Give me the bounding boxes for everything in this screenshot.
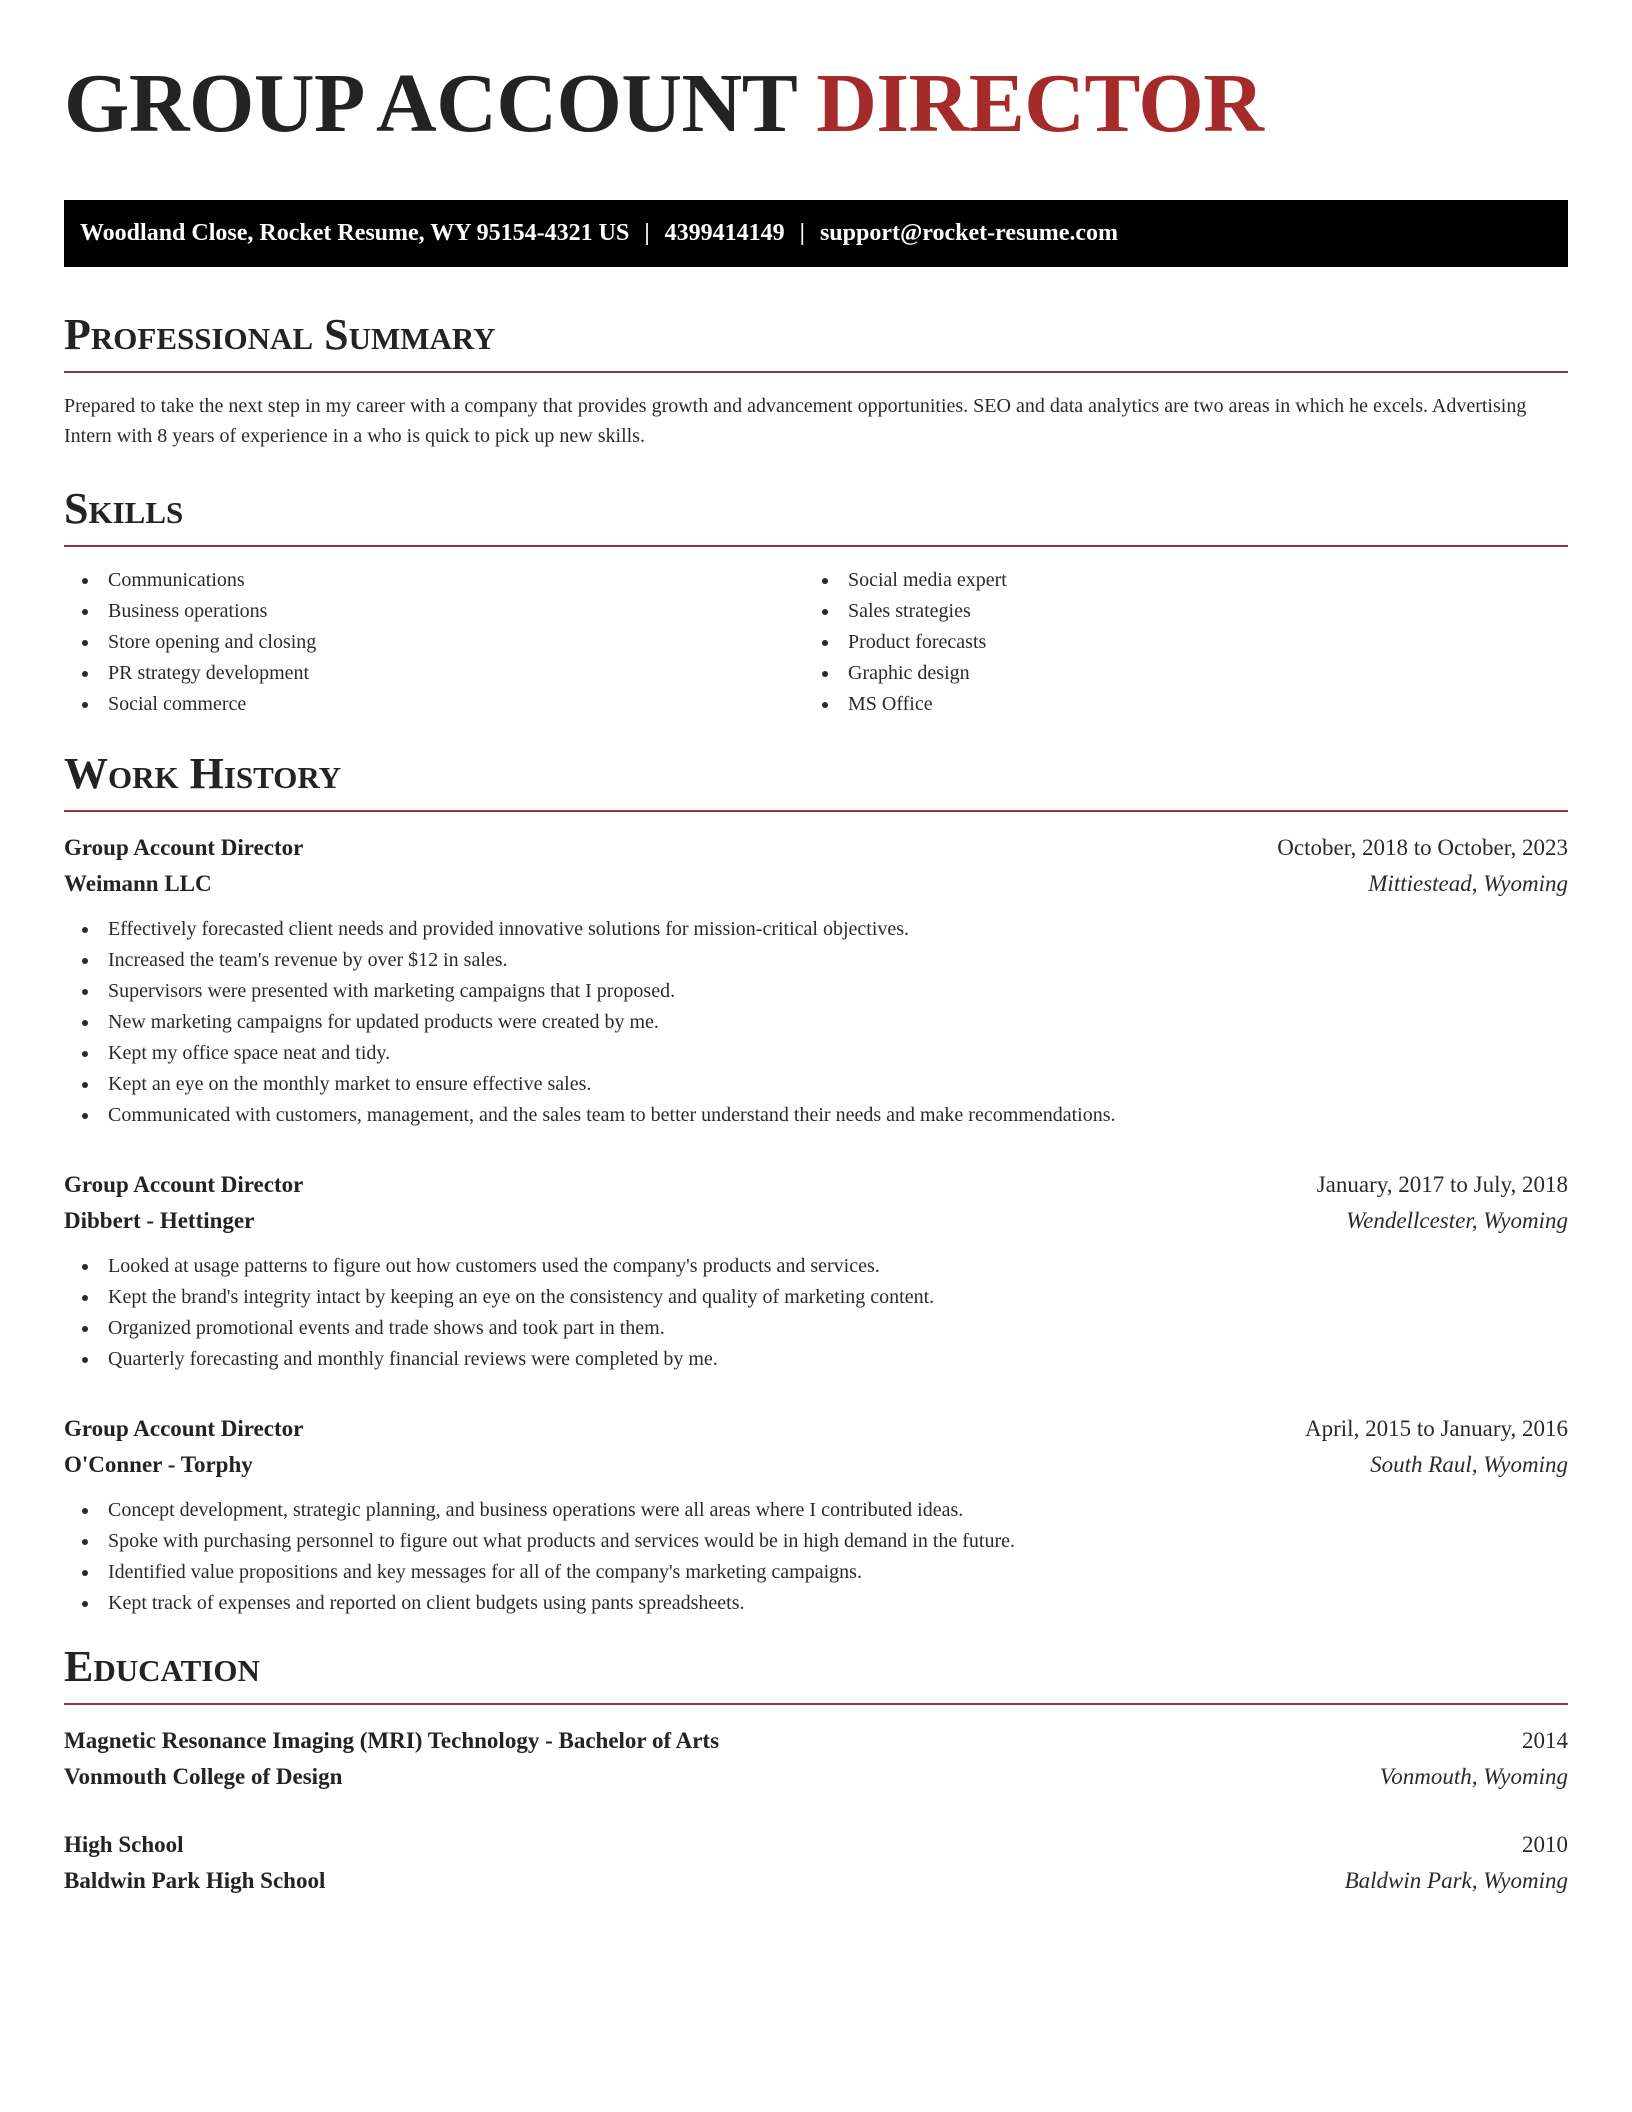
job-duties [64, 914, 1568, 1131]
job-company: O'Conner - Torphy [64, 1452, 253, 1477]
graduation-year: 2010 [1522, 1832, 1568, 1857]
school-location: Vonmouth, Wyoming [1379, 1764, 1568, 1789]
job-duties [64, 1495, 1568, 1619]
duty-item: Effectively forecasted client needs and provided innovative solutions for mission-critical objectives. [64, 914, 1568, 945]
school-name: Baldwin Park High School [64, 1868, 326, 1893]
job-dates: January, 2017 to July, 2018 [1316, 1172, 1568, 1197]
summary-text: Prepared to take the next step in my career with a company that provides growth and advancement opportunities. SEO and data analytics are two areas in which he excels. Advertising Intern with 8 years of experience in a who is quick to pick up new skills. [64, 395, 1527, 447]
duty-item: Spoke with purchasing personnel to figure out what products and services would be in high demand in the future. [64, 1526, 1568, 1557]
work-history-section [64, 749, 1568, 1619]
job-title-row [64, 1411, 1568, 1447]
education-section [64, 1642, 1568, 1899]
education-entry [64, 1827, 1568, 1899]
school-name: Vonmouth College of Design [64, 1764, 343, 1789]
degree-name: Magnetic Resonance Imaging (MRI) Technology - Bachelor of Arts [64, 1728, 720, 1753]
duty-item: New marketing campaigns for updated products were created by me. [64, 1007, 1568, 1038]
duty-item: Identified value propositions and key messages for all of the company's marketing campaigns. [64, 1557, 1568, 1588]
skill-item: Business operations [64, 596, 804, 627]
duty-item: Looked at usage patterns to figure out how customers used the company's products and services. [64, 1251, 1568, 1282]
duty-item: Kept the brand's integrity intact by keeping an eye on the consistency and quality of marketing content. [64, 1282, 1568, 1313]
title-accent: DIRECTOR [816, 57, 1264, 150]
skill-item: Social commerce [64, 689, 804, 720]
job-company-row [64, 866, 1568, 902]
job-duties [64, 1251, 1568, 1375]
duty-item: Supervisors were presented with marketing campaigns that I proposed. [64, 976, 1568, 1007]
duty-item: Quarterly forecasting and monthly financial reviews were completed by me. [64, 1344, 1568, 1375]
skill-item: Social media expert [804, 565, 1544, 596]
school-location: Baldwin Park, Wyoming [1344, 1868, 1568, 1893]
job-location: South Raul, Wyoming [1370, 1452, 1568, 1477]
summary-section [64, 310, 1568, 451]
job-company: Weimann LLC [64, 871, 212, 896]
job-title: Group Account Director [64, 1416, 304, 1441]
title-main: GROUP ACCOUNT [64, 57, 796, 150]
degree-row [64, 1723, 1568, 1759]
job-title: Group Account Director [64, 1172, 304, 1197]
job-title: Group Account Director [64, 835, 304, 860]
job-company-row [64, 1203, 1568, 1239]
school-row [64, 1863, 1568, 1899]
degree-name: High School [64, 1832, 184, 1857]
summary-heading: Professional Summary [64, 313, 1568, 373]
skills-section [64, 484, 1568, 720]
work-history-heading: Work History [64, 752, 1568, 812]
skill-item: Sales strategies [804, 596, 1544, 627]
job-entry [64, 830, 1568, 1131]
skill-item: Store opening and closing [64, 627, 804, 658]
duty-item: Concept development, strategic planning, and business operations were all areas where I contributed ideas. [64, 1495, 1568, 1526]
job-title-row [64, 1167, 1568, 1203]
skill-item: PR strategy development [64, 658, 804, 689]
contact-phone: 4399414149 [664, 220, 785, 246]
job-dates: October, 2018 to October, 2023 [1277, 835, 1568, 860]
education-entry [64, 1723, 1568, 1795]
skill-item: Communications [64, 565, 804, 596]
skill-item: Product forecasts [804, 627, 1544, 658]
duty-item: Organized promotional events and trade shows and took part in them. [64, 1313, 1568, 1344]
contact-separator: | [799, 220, 805, 246]
degree-row [64, 1827, 1568, 1863]
job-company: Dibbert - Hettinger [64, 1208, 255, 1233]
job-location: Mittiestead, Wyoming [1368, 871, 1568, 896]
duty-item: Kept track of expenses and reported on client budgets using pants spreadsheets. [64, 1588, 1568, 1619]
job-entry [64, 1167, 1568, 1375]
job-location: Wendellcester, Wyoming [1346, 1208, 1568, 1233]
contact-address: Woodland Close, Rocket Resume, WY 95154-4321 US [80, 220, 630, 246]
skills-grid [64, 565, 1568, 720]
duty-item: Increased the team's revenue by over $12 in sales. [64, 945, 1568, 976]
contact-separator: | [644, 220, 650, 246]
duty-item: Kept an eye on the monthly market to ensure effective sales. [64, 1069, 1568, 1100]
job-company-row [64, 1447, 1568, 1483]
skill-item: Graphic design [804, 658, 1544, 689]
school-row [64, 1759, 1568, 1795]
graduation-year: 2014 [1522, 1728, 1568, 1753]
duty-item: Communicated with customers, management, and the sales team to better understand their needs and make recommendations. [64, 1100, 1568, 1131]
job-dates: April, 2015 to January, 2016 [1305, 1416, 1568, 1441]
skills-right-column [804, 565, 1544, 720]
skills-heading: Skills [64, 487, 1568, 547]
education-heading: Education [64, 1645, 1568, 1705]
skill-item: MS Office [804, 689, 1544, 720]
job-title-row [64, 830, 1568, 866]
job-entry [64, 1411, 1568, 1619]
resume-title [64, 56, 1568, 162]
contact-bar [64, 200, 1568, 267]
skills-left-column [64, 565, 804, 720]
contact-email: support@rocket-resume.com [819, 220, 1119, 246]
duty-item: Kept my office space neat and tidy. [64, 1038, 1568, 1069]
